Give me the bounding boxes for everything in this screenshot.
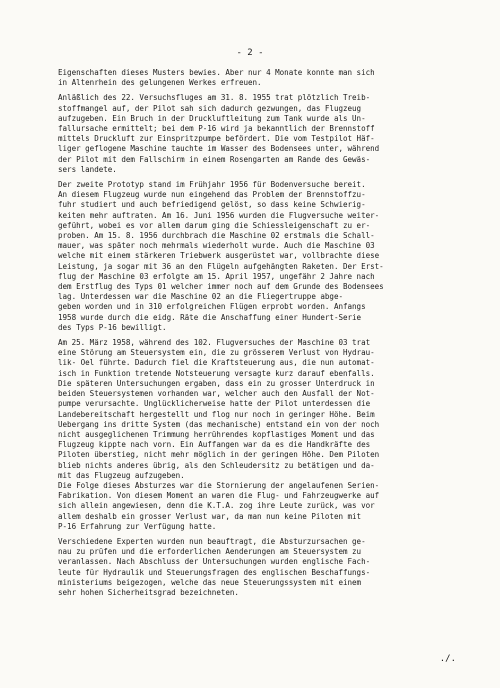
text-line: der Pilot mit dem Fallschirm in einem Rosengarten am Rande des Gewäs-	[58, 154, 371, 164]
text-line: Anläßlich des 22. Versuchsfluges am 31. 8. 1955 trat plötzlich Treib-	[58, 93, 371, 103]
text-line: nicht ausgeglichenen Trimmung herrührendes kopflastiges Moment und das	[58, 429, 375, 439]
text-line: Uebergang ins dritte System (das mechanische) entstand ein von der noch	[58, 419, 380, 429]
text-line: eine Störung am Steuersystem ein, die zu grösserem Verlust von Hydrau-	[58, 348, 375, 358]
text-line: flug der Maschine 03 erfolgte am 15. April 1957, ungefähr 2 Jahre nach	[58, 271, 375, 281]
text-line: blieb nichts anderes übrig, als den Schleudersitz zu betätigen und da-	[58, 460, 375, 470]
text-line: lag. Unterdessen war die Maschine 02 an die Fliegertruppe abge-	[58, 292, 343, 302]
text-line: sich allein angewiesen, denn die K.T.A. zog ihre Leute zurück, was vor	[58, 501, 375, 511]
text-line: welche mit einem stärkeren Triebwerk ausgerüstet war, vollbrachte diese	[58, 251, 380, 261]
text-line: Piloten überstieg, nicht mehr möglich in der geringen Höhe. Dem Piloten	[58, 450, 380, 460]
text-line: liger geflogene Maschine tauchte im Wasser des Bodensees unter, während	[58, 144, 380, 154]
text-line: An diesem Flugzeug wurde nun eingehend das Problem der Brennstoffzu-	[58, 190, 366, 200]
paragraph	[58, 68, 466, 88]
text-line: Der zweite Prototyp stand im Frühjahr 1956 für Bodenversuche bereit.	[58, 180, 366, 190]
paragraph	[58, 93, 466, 175]
text-line: isch in Funktion tretende Notsteuerung versagte kurz darauf ebenfalls.	[58, 368, 375, 378]
text-line: proben. Am 15. 8. 1956 durchbrach die Maschine 02 erstmals die Schall-	[58, 231, 375, 241]
text-line: dem Erstflug des Typs 01 welcher immer noch auf dem Grunde des Bodensees	[58, 282, 384, 292]
text-line: Verschiedene Experten wurden nun beauftragt, die Absturzursachen ge-	[58, 536, 366, 546]
text-line: nau zu prüfen und die erforderlichen Aenderungen am Steuersystem zu	[58, 547, 362, 557]
text-line: in Altenrhein des gelungenen Werkes erfreuen.	[58, 78, 262, 88]
paragraph	[58, 338, 466, 532]
text-line: P-16 Erfahrung zur Verfügung hatte.	[58, 521, 217, 531]
text-line: mit das Flugzeug aufzugeben.	[58, 470, 185, 480]
text-line: geführt, wobei es vor allem darum ging die Schiessleigenschaft zu er-	[58, 220, 371, 230]
text-line: beiden Steuersystemen vorhanden war, welcher auch den Ausfall der Not-	[58, 389, 375, 399]
text-line: lik- Oel führte. Dadurch fiel die Kraftsteuerung aus, die nun automat-	[58, 358, 375, 368]
text-line: des Typs P-16 bewilligt.	[58, 322, 167, 332]
document-body	[58, 68, 466, 603]
text-line: Die späteren Untersuchungen ergaben, dass ein zu grosser Unterdruck in	[58, 378, 375, 388]
text-line: Flugzeug kippte nach vorn. Ein Auffangen war da es die Handkräfte des	[58, 440, 371, 450]
text-line: aufzugeben. Ein Bruch in der Druckluftleitung zum Tank wurde als Un-	[58, 113, 366, 123]
text-line: stoffmangel auf, der Pilot sah sich dadurch gezwungen, das Flugzeug	[58, 103, 362, 113]
text-line: sehr hohen Sicherheitsgrad bezeichneten.	[58, 587, 239, 597]
text-line: Fabrikation. Von diesem Moment an waren die Flug- und Fahrzeugwerke auf	[58, 491, 380, 501]
paragraph	[58, 180, 466, 333]
text-line: Die Folge dieses Absturzes war die Stornierung der angelaufenen Serien-	[58, 480, 380, 490]
text-line: geben worden und in 310 erfolgreichen Flügen erprobt worden. Anfangs	[58, 302, 366, 312]
text-line: ministeriums beigezogen, welche das neue Steuerungssystem mit einem	[58, 577, 362, 587]
page-number: - 2 -	[236, 48, 264, 58]
text-line: pumpe verursachte. Unglücklicherweise hatte der Pilot unterdessen die	[58, 399, 371, 409]
text-line: Landebereitschaft hergestellt und flog nur noch in geringer Höhe. Beim	[58, 409, 375, 419]
paragraph	[58, 537, 466, 598]
text-line: keiten mehr auftraten. Am 16. Juni 1956 wurden die Flugversuche weiter-	[58, 210, 380, 220]
text-line: 1958 wurde durch die eidg. Räte die Anschaffung einer Hundert-Serie	[58, 312, 362, 322]
text-line: leute für Hydraulik und Steuerungsfragen des englischen Beschaffungs-	[58, 567, 371, 577]
text-line: fuhr studiert und auch befriedigend gelöst, so dass keine Schwierig-	[58, 200, 366, 210]
text-line: Am 25. März 1958, während des 102. Flugversuches der Maschine 03 trat	[58, 338, 371, 348]
text-line: veranlassen. Nach Abschluss der Untersuchungen wurden englische Fach-	[58, 557, 371, 567]
text-line: fallursache ermittelt; bei dem P-16 wird ja bekanntlich der Brennstoff	[58, 124, 375, 134]
text-line: sers landete.	[58, 164, 117, 174]
text-line: mauer, was später noch mehrmals wiederholt wurde. Auch die Maschine 03	[58, 241, 375, 251]
text-line: Eigenschaften dieses Musters bewies. Aber nur 4 Monate konnte man sich	[58, 68, 375, 77]
text-line: allem deshalb ein grosser Verlust war, da man nun keine Piloten mit	[58, 511, 362, 521]
text-line: Leistung, ja sogar mit 36 an den Flügeln aufgehängten Raketen. Der Erst-	[58, 261, 384, 271]
continuation-mark: ./.	[439, 654, 456, 664]
text-line: mittels Druckluft zur Einspritzpumpe befördert. Die vom Testpilot Häf-	[58, 134, 375, 144]
